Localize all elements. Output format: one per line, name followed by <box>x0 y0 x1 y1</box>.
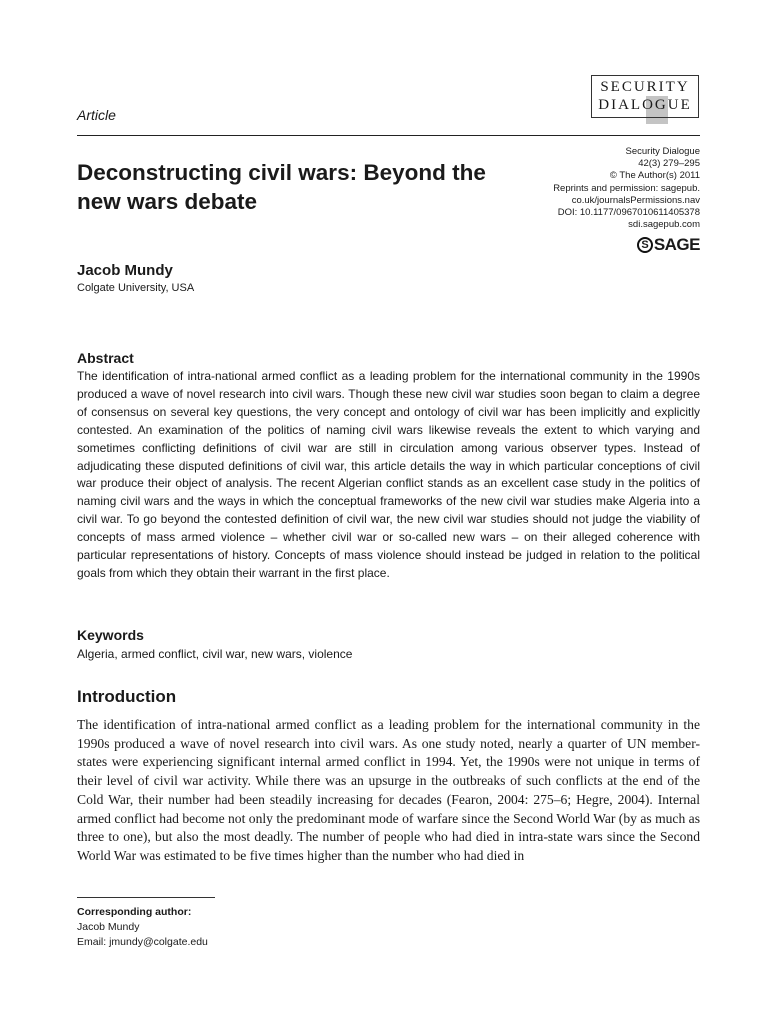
corresponding-author <box>77 905 208 950</box>
volume-pages: 42(3) 279–295 <box>638 158 700 170</box>
sage-mark-icon: S <box>637 237 653 253</box>
introduction-text: The identification of intra-national armed conflict as a leading problem for the international community in the 1990s produced a wave of novel research into civil wars. As one study noted, nearly a quarter of UN member-states were experiencing significant internal armed conflict in 1994. Yet, the 1990s were not unique in terms of their level of civil war activity. While there was an upsurge in the outbreaks of such conflicts at the end of the Cold War, their number had been steadily increasing for decades (Fearon, 2004: 275–6; Hegre, 2004). Internal armed conflict had become not only the predominant mode of warfare since the Second World War (by as much as three to one), but also the most deadly. The number of people who had died in intra-state wars since the Second World War was estimated to be five times higher than the number who had died in <box>77 717 700 863</box>
abstract-text: The identification of intra-national armed conflict as a leading problem for the international community in the 1990s produced a wave of novel research into civil wars. Though these new civil war studies soon began to claim a degree of consensus on several key questions, the very concept and ontology of civil war has been implicitly and explicitly contested. An examination of the politics of naming civil wars likewise reveals the extent to which varying and sometimes conflicting definitions of civil war are still in circulation among various observer types. Instead of adjudicating these disputed definitions of civil war, this article details the way in which particular conceptions of civil war produce their object of analysis. The recent Algerian conflict stands as an excellent case study in the politics of naming civil wars and the ways in which the conceptual frameworks of the new civil war studies make Algeria into a civil war. To go beyond the contested definition of civil war, the new civil war studies should not judge the viability of concepts of mass armed violence – whether civil war or so-called new wars – on their alleged coherence with particular representations of history. Concepts of mass violence should instead be judged in relation to the political goals from which they obtain their warrant in the first place. <box>77 369 700 580</box>
sage-wordmark: SAGE <box>653 235 700 254</box>
abstract-heading: Abstract <box>77 350 134 366</box>
doi[interactable]: DOI: 10.1177/0967010611405378 <box>557 207 700 219</box>
keywords-text: Algeria, armed conflict, civil war, new wars, violence <box>77 647 353 661</box>
header-divider <box>77 135 700 136</box>
journal-name: Security Dialogue <box>625 146 700 157</box>
journal-logo-line1: SECURITY <box>600 79 690 95</box>
article-type-label: Article <box>77 107 116 123</box>
journal-logo-line2: DIALOGUE <box>598 97 692 113</box>
footnote-divider <box>77 897 215 898</box>
keywords-heading: Keywords <box>77 627 144 643</box>
journal-logo <box>591 75 699 118</box>
corresponding-author-email[interactable]: Email: jmundy@colgate.edu <box>77 936 208 948</box>
article-title: Deconstructing civil wars: Beyond the new wars debate <box>77 160 486 214</box>
author-name: Jacob Mundy <box>77 262 173 279</box>
corresponding-author-name: Jacob Mundy <box>77 921 140 933</box>
reprints-link[interactable]: co.uk/journalsPermissions.nav <box>571 194 700 206</box>
journal-site-link[interactable]: sdi.sagepub.com <box>628 219 700 231</box>
corresponding-author-heading: Corresponding author: <box>77 906 192 918</box>
copyright: © The Author(s) 2011 <box>609 170 700 182</box>
introduction-heading: Introduction <box>77 687 177 706</box>
publication-info <box>553 146 700 231</box>
author-affiliation: Colgate University, USA <box>77 282 195 294</box>
sage-logo <box>637 235 700 255</box>
reprints-line-1: Reprints and permission: sagepub. <box>553 182 700 194</box>
